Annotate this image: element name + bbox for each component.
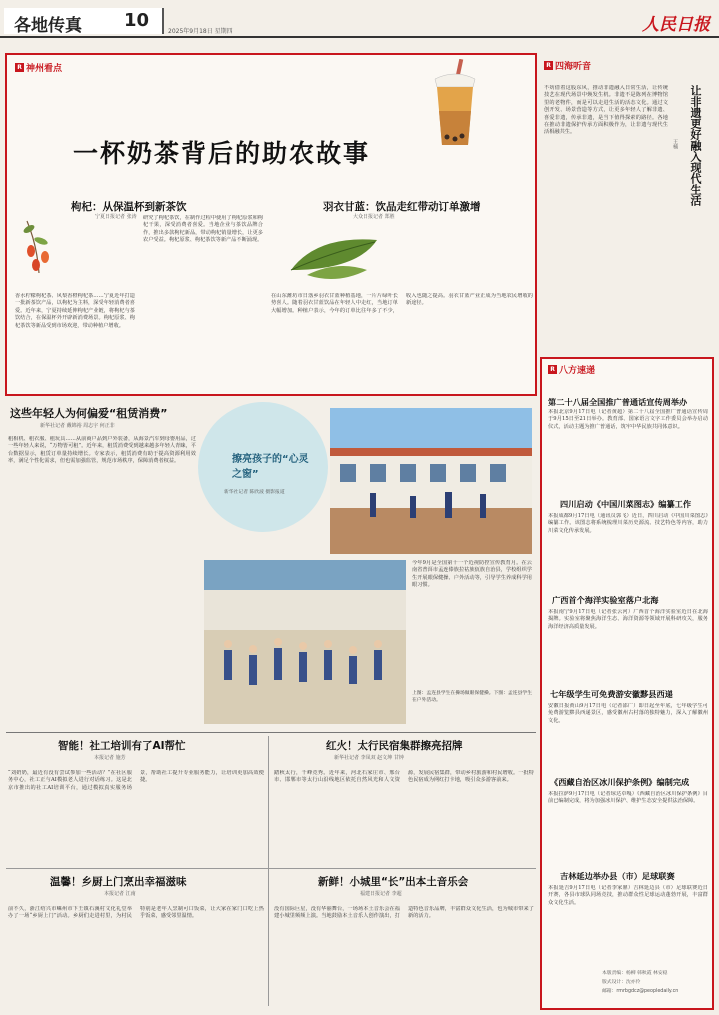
- left-article-body-2: 研究了枸杞茶饮，在制作过程中使用了枸杞原浆和枸杞干果，深受消费者喜爱。当地企业与茶饮品牌合作，推出多款枸杞新品，带动枸杞销量增长，让更多农户受益。枸杞原浆、枸杞茶饮等新产品不断涌现。: [143, 215, 263, 244]
- header-rule: [0, 36, 719, 38]
- ai-body: “刘奶奶，最近有没有尝试参加一些活动？”在社区服务中心，社工正与AI模拟老人进行对话练习。这是北京市推出的社工AI培训平台，通过模拟真实服务场景，帮助社工提升专业服务能力，让培训更加高效便捷。: [8, 770, 264, 791]
- right-article-title: 羽衣甘蓝：饮品走红带动订单激增: [323, 201, 481, 213]
- photo-caption-2: 上图：孟连县学生在操场做眼保健操。下图：孟连县学生在户外活动。: [412, 691, 532, 703]
- express-item-1-title: 第二十八届全国推广普通话宣传周举办: [548, 397, 688, 407]
- feature-box: [5, 53, 537, 396]
- header-masthead: 人民日报: [642, 15, 710, 35]
- sidebar-tag: [544, 59, 591, 72]
- express-item-2-title: 四川启动《中国川菜图志》编纂工作: [560, 499, 692, 509]
- bottom-divider: [268, 736, 269, 1006]
- fresh-body: 没有国际巨星，没有华丽舞台，一场场本土音乐会在福建小城里频频上演。当地鼓励本土音乐人创作演出，打造特色音乐品牌，丰富群众文化生活，也为城市带来了新的活力。: [274, 906, 534, 920]
- express-item-1-body: 本报北京9月17日电（记者黄超）第二十八届全国推广普通话宣传周于9月15日至21日举办。教育部、国家语言文字工作委员会举办启动仪式，活动主题为推广普通话，筑牢中华民族共同体意识。: [548, 409, 708, 430]
- photo-story: [200, 400, 536, 728]
- folk-body: 踏秋太行，千峰竞秀。近年来，河北石家庄市、邢台市、邯郸市等太行山沿线地区依托自然风光和人文资源，发展民宿集群，带动乡村旅游和村民增收。一批特色民宿成为网红打卡地，吸引众多游客前来。: [274, 770, 534, 784]
- warm-title: 温馨！乡厨上门烹出幸福滋味: [50, 876, 187, 888]
- express-tag-label: 八方速递: [559, 366, 596, 376]
- sidebar-title: 让非遗更好融入现代生活: [689, 85, 702, 206]
- photo-title: 擦亮孩子的“心灵之窗”: [232, 454, 309, 480]
- header-section: 各地传真: [14, 16, 82, 36]
- school-photo-bottom: [204, 560, 406, 724]
- rent-title: 这些年轻人为何偏爱“租赁消费”: [10, 407, 168, 420]
- sidebar-author: 王楠: [672, 139, 678, 149]
- milk-tea-illustration: [427, 59, 483, 149]
- kale-illustration: [287, 230, 382, 285]
- header-date: 2025年9月18日 星期四: [168, 28, 233, 35]
- footer-email: 邮箱：rmrbgdcz@peopledaily.cn: [602, 989, 679, 994]
- feature-tag: [15, 61, 62, 74]
- express-tag-icon: R: [548, 365, 557, 374]
- school-photo-top: [330, 408, 532, 554]
- express-tag: [548, 363, 595, 376]
- sidebar-body: 不妨借着这股东风，推动非遗融入日常生活，让传统技艺在现代场景中焕发生机。非遗不是陈列在博物馆里的老物件，而是可以走进生活的活态文化。通过文创开发、场景营造等方式，让更多年轻人了解非遗、喜爱非遗，传承非遗，是当下值得探索的路径。各地在推动非遗保护传承方面积极作为，让非遗与现代生活相融共生。: [544, 85, 668, 136]
- header-page-number: 10: [124, 10, 150, 31]
- right-article-body: 在山东潍坊市日落乡羽衣甘蓝种植基地，一片片绿叶长势喜人。随着羽衣甘蓝饮品在年轻人中走红，当地订单大幅增加。种植户表示，今年的订单比往年多了不少，收入也随之提高。羽衣甘蓝产业正成为当地农民增收的新途径。: [271, 293, 533, 314]
- right-article-byline: 大众日报记者 郑胜: [353, 214, 395, 220]
- folk-byline: 新华社记者 李凤双 赵文坤 甘钟: [334, 755, 404, 761]
- fresh-title: 新鲜！小城里“长”出本土音乐会: [318, 876, 469, 888]
- rent-byline: 新华社记者 戴锦裕 周志宇 何正非: [40, 423, 115, 429]
- express-item-4-title: 七年级学生可免费游安徽黟县西递: [550, 689, 673, 699]
- express-item-5-body: 本报拉萨9月17日电（记者琼达卓嘎）《西藏自治区冰川保护条例》目前已编制完成，将为加强冰川保护、维护生态安全提供法治保障。: [548, 791, 708, 805]
- lower-rule: [6, 868, 536, 869]
- sidebar-tag-label: 四海听音: [555, 62, 592, 72]
- left-article-title: 枸杞：从保温杯到新茶饮: [71, 201, 187, 213]
- ai-byline: 本报记者 施芳: [94, 755, 126, 761]
- goji-illustration: [19, 215, 59, 275]
- express-box: [540, 357, 714, 1010]
- ai-title: 智能！社工培训有了AI帮忙: [58, 740, 186, 752]
- express-item-6-body: 本报延吉9月17日电（记者李家鼎）吉林延边县（市）足球联赛近日开赛，各县市球队同场竞技，推动群众性足球运动蓬勃开展，丰富群众文化生活。: [548, 885, 708, 906]
- express-item-3-title: 广西首个海洋实验室落户北海: [552, 595, 659, 605]
- folk-title: 红火！太行民宿集群擦亮招牌: [326, 740, 463, 752]
- sidebar-column: [540, 53, 715, 353]
- footer-cover: 版式设计：沈亦伶: [602, 980, 641, 985]
- header-section-box: [4, 8, 164, 34]
- express-item-3-body: 本报南宁9月17日电（记者张云河）广西首个海洋实验室近日在北海揭牌。实验室将聚焦海洋生态、海洋资源等领域开展科研攻关，服务海洋经济高质量发展。: [548, 609, 708, 630]
- left-article-byline: 宁夏日报记者 张涛: [95, 214, 137, 220]
- left-article-body: 香水柠檬枸杞茶、风梨香橙枸杞茶……宁夏近年打造一批新茶饮产品，以枸杞为主料，深受年轻消费者喜爱。近年来，宁夏持续延伸枸杞产业链，将枸杞与茶饮结合，在保温杯外开辟新消费场景。枸杞原浆、枸杞茶饮等新品受到市场欢迎，带动种植户增收。: [15, 293, 135, 329]
- feature-headline: 一杯奶茶背后的助农故事: [73, 139, 371, 168]
- feature-tag-icon: R: [15, 63, 24, 72]
- express-item-6-title: 吉林延边举办县（市）足球联赛: [560, 871, 675, 881]
- middle-rule: [6, 732, 536, 733]
- footer-editors: 本版责编：杨柳 韩秋霞 林安稳: [602, 971, 668, 976]
- sidebar-tag-icon: R: [544, 61, 553, 70]
- express-item-4-body: 安徽日报黄山9月17日电（记者邵广）即日起至年底，七年级学生可免费游览黟县西递景区，感受徽州古村落的独特魅力，深入了解徽州文化。: [548, 703, 708, 724]
- page-header: [0, 0, 719, 38]
- express-item-5-title: 《西藏自治区冰川保护条例》编制完成: [550, 777, 690, 787]
- express-item-2-body: 本报成都9月17日电（通讯员郭飞）近日，四川启动《中国川菜图志》编纂工作。该图志将系统梳理川菜历史源流、技艺特色等内容，助力川菜文化传承发展。: [548, 513, 708, 534]
- feature-tag-label: 神州看点: [26, 64, 63, 74]
- warm-body: 前不久，浙江绍兴市嵊州市下王镇石溪村文化礼堂举办了一场“乡厨上门”活动。乡厨们走进村里，为村民特别是老年人烹制可口饭菜，让大家在家门口吃上热乎饭菜，感受邻里温情。: [8, 906, 264, 920]
- photo-caption: 今年9月是全国第十一个近视防控宣传教育月。在云南省普洱市孟连傣族拉祜族佤族自治县，学校组织学生开展眼保健操、户外活动等，引导学生养成科学用眼习惯。: [412, 560, 532, 589]
- photo-byline: 新华社记者 陈欣波 摄影报道: [224, 490, 285, 495]
- warm-byline: 本报记者 江南: [104, 891, 136, 897]
- rent-body: 租相机、租衣服、租玩具……从前商户品到户外装备，从海景汽车到母婴用品，过一些年轻人来说，“万物皆可租”。近年来，租赁消费受到越来越多年轻人青睐，平台数据显示，租赁订单量持续增长。专家表示，租赁消费有助于提高资源利用效率，满足个性化需求，但也需加强监管，规范市场秩序，保障消费者权益。: [8, 436, 196, 465]
- fresh-byline: 福建日报记者 李超: [360, 891, 402, 897]
